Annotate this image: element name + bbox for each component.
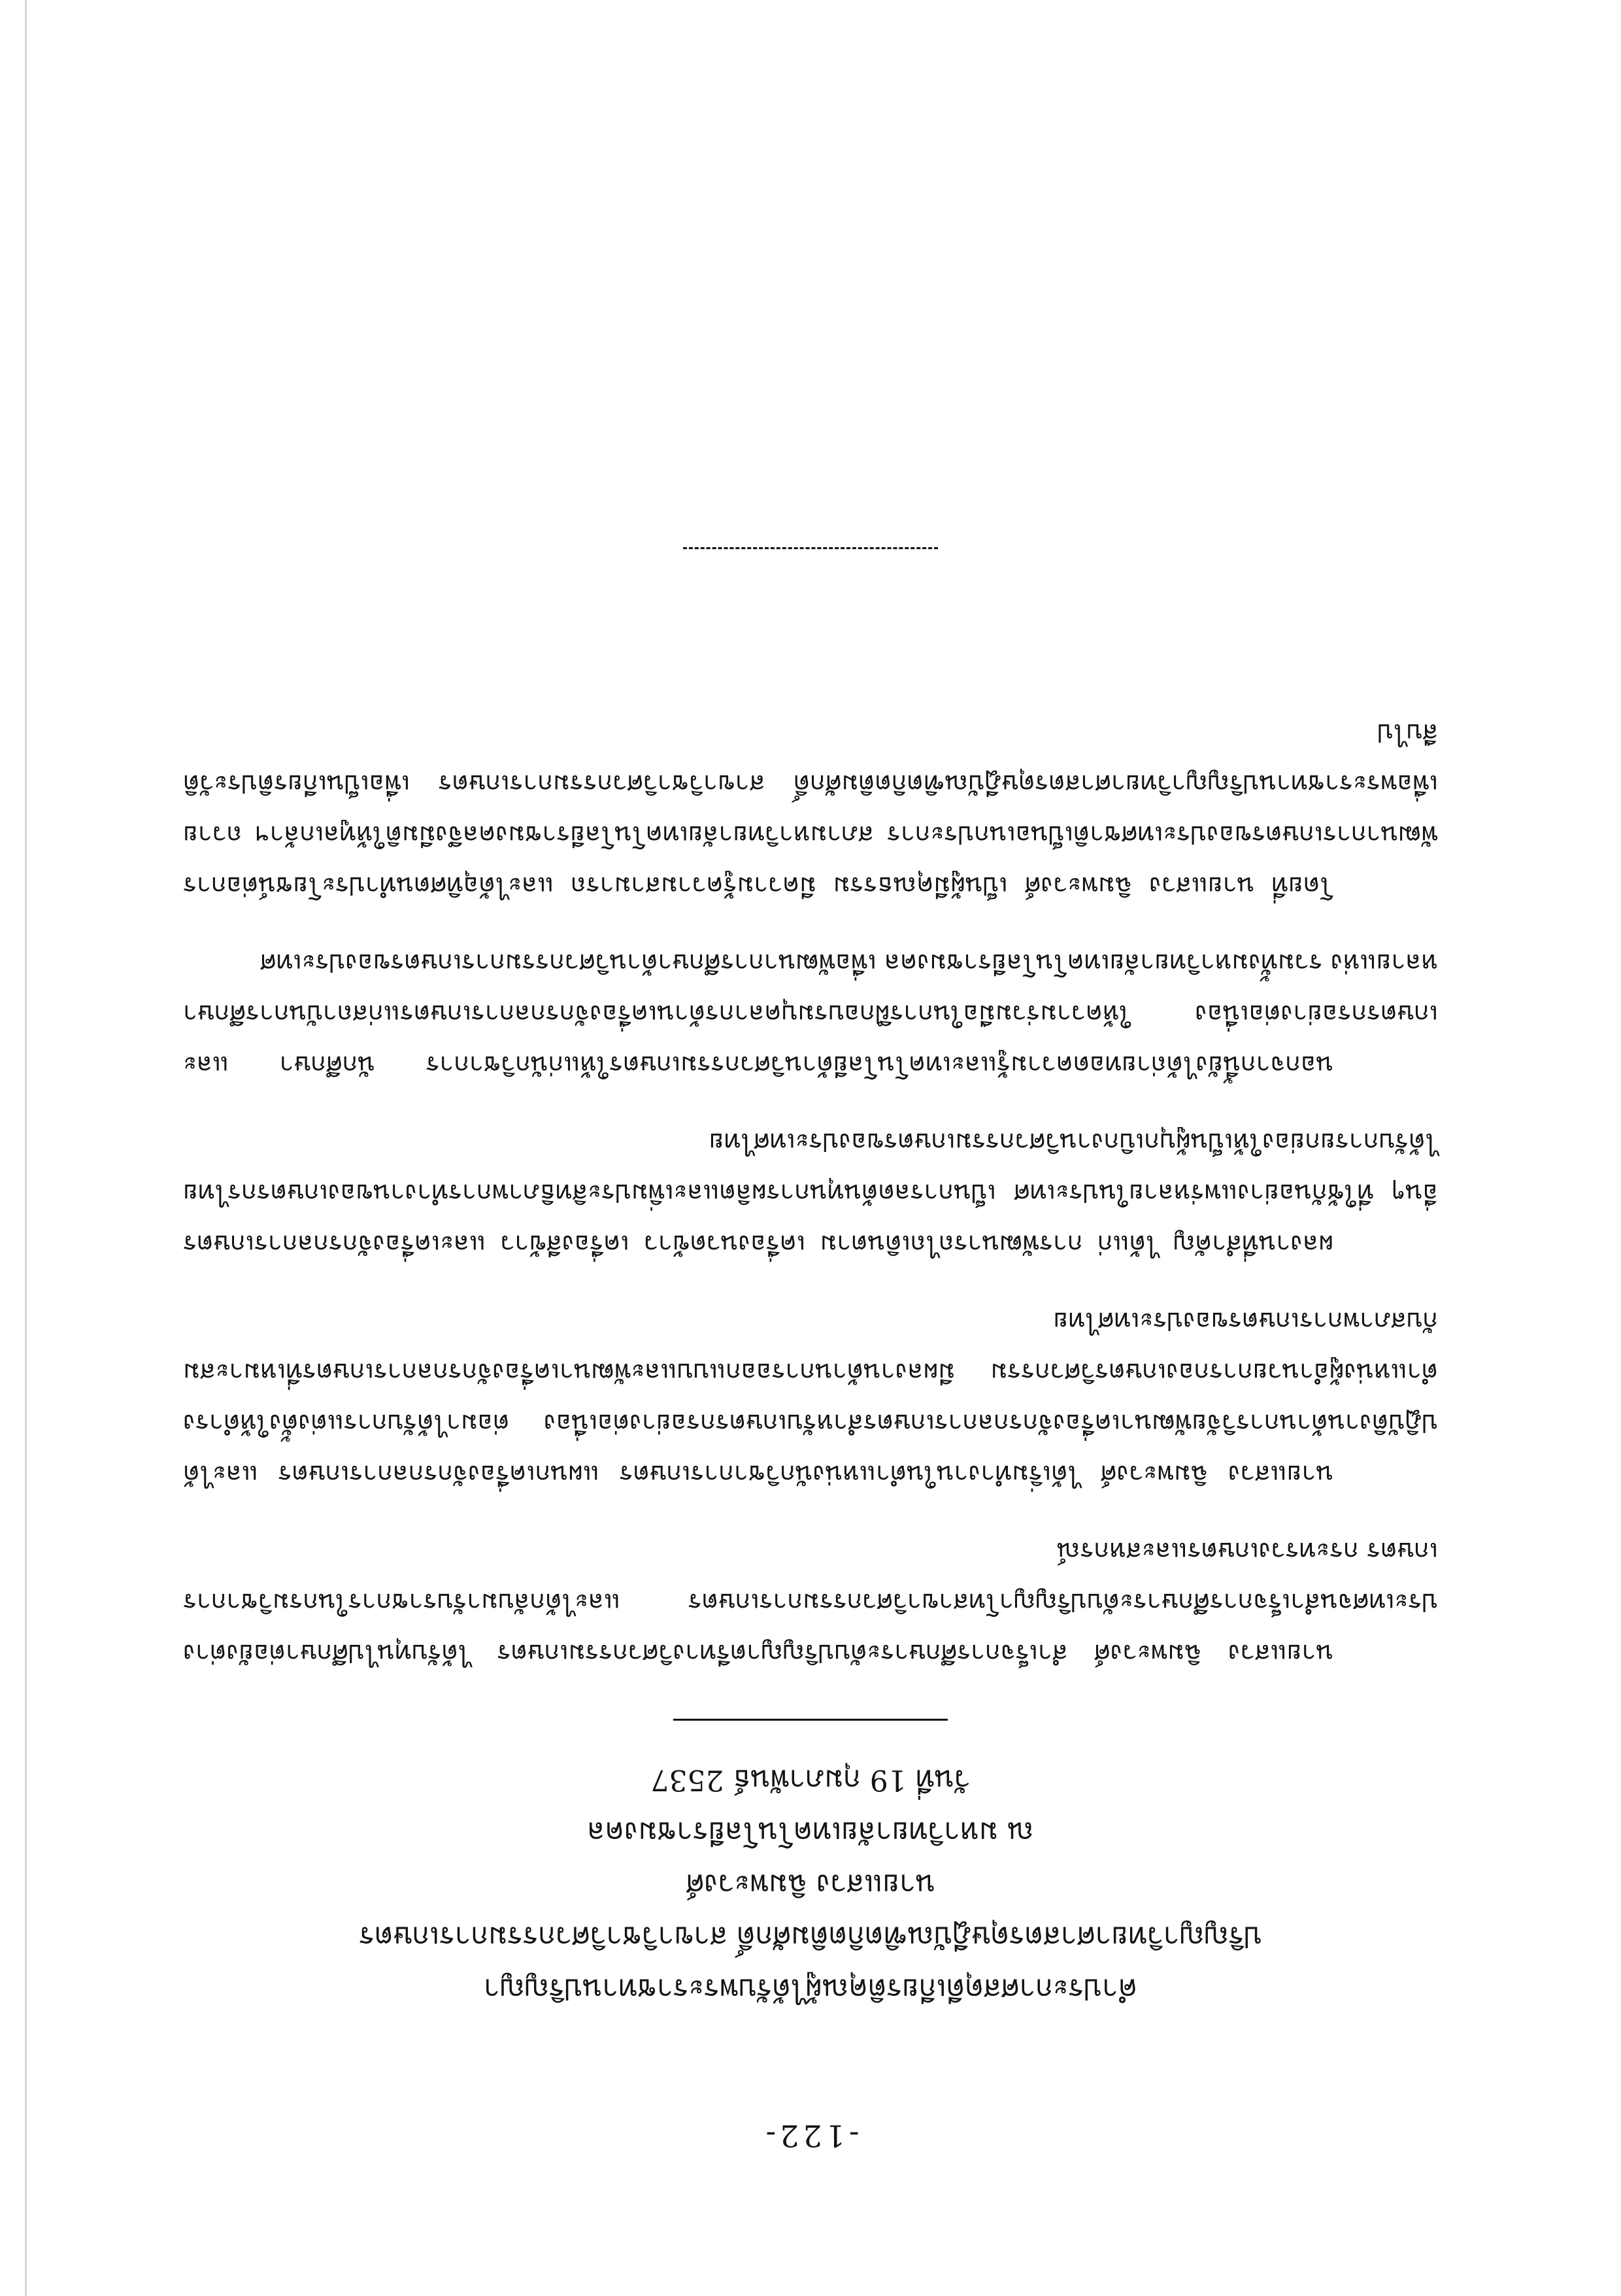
body-paragraph: นายแสวง ฉิมพะวงศ์ สำเร็จการศึกษาระดับปริญญาตรีทางวิศวกรรมเกษตร ได้รับทุนไปศึกษาต่อยังต่างประเทศจนสำเร็จการศึกษาระดับปริญญาโทสาขาวิศวกรรมการเกษตร และได้กลับมารับราชการในกรมวิชาการเกษตร กระทรวงเกษตรและสหกรณ์ — [183, 1536, 1438, 1668]
closing-divider — [683, 547, 938, 549]
body-paragraph: โดยที่ นายแสวง ฉิมพะวงศ์ เป็นผู้มีคุณธรรม มีความรู้ความสามารถ และได้อุทิศตนทำประโยชน์ต่อการพัฒนาการเกษตรของประเทศชาติเป็นอเนกประการ สภามหาวิทยาลัยเทคโนโลยีราชมงคลจึงมีมติให้ทูลเกล้าฯ ถวายเพื่อพระราชทานปริญญาวิทยาศาสตรดุษฎีบัณฑิตกิตติมศักดิ์ สาขาวิชาวิศวกรรมการเกษตร เพื่อเป็นเกียรติประวัติสืบไป — [183, 718, 1438, 900]
header-date: วันที่ 19 กุมภาพันธ์ 2537 — [650, 1763, 971, 1797]
body-paragraph: นอกจากนี้ยังได้ถ่ายทอดความรู้และเทคโนโลยีด้านวิศวกรรมเกษตรให้แก่นักวิชาการ นักศึกษา และเกษตรกรอย่างต่อเนื่อง ให้ความร่วมมือในการฝึกอบรมบุคลากรด้านเครื่องจักรกลการเกษตรแก่สถาบันการศึกษาหลายแห่ง รวมทั้งมหาวิทยาลัยเทคโนโลยีราชมงคล เพื่อพัฒนาการศึกษาด้านวิศวกรรมการเกษตรของประเทศ — [183, 948, 1438, 1079]
document-header — [170, 1753, 1451, 2015]
scan-edge-line — [25, 0, 27, 2296]
body-paragraph: นายแสวง ฉิมพะวงศ์ ได้เริ่มทำงานในตำแหน่งนักวิชาการเกษตร แผนกเครื่องจักรกลการเกษตร และได้ปฏิบัติงานด้านการวิจัยพัฒนาเครื่องจักรกลการเกษตรสำหรับเกษตรกรอย่างต่อเนื่อง ต่อมาได้รับการแต่งตั้งให้ดำรงตำแหน่งผู้อำนวยการกองเกษตรวิศวกรรม มีผลงานด้านการออกแบบและพัฒนาเครื่องจักรกลการเกษตรที่เหมาะสมกับสภาพการเกษตรของประเทศไทย — [183, 1306, 1438, 1489]
citation-body — [183, 707, 1438, 1678]
header-divider — [673, 1719, 948, 1721]
header-title: คำประกาศสดุดีเกียรติคุณผู้ได้รับพระราชทานปริญญา — [483, 1972, 1138, 2006]
header-institution: ณ มหาวิทยาลัยเทคโนโลยีราชมงคล — [587, 1815, 1034, 1849]
header-recipient-name: นายแสวง ฉิมพะวงศ์ — [686, 1868, 935, 1901]
page-number: -122- — [761, 2118, 860, 2153]
header-degree: ปริญญาวิทยาศาสตรดุษฎีบัณฑิตกิตติมศักดิ์ สาขาวิชาวิศวกรรมการเกษตร — [359, 1920, 1262, 1953]
body-paragraph: ผลงานที่สำคัญ ได้แก่ การพัฒนารถไถเดินตาม เครื่องนวดข้าว เครื่องสีข้าว และเครื่องจักรกลการเกษตรอื่นๆ ที่ใช้กันอย่างแพร่หลายในประเทศ เป็นการลดต้นทุนการผลิตและเพิ่มประสิทธิภาพการทำงานของเกษตรกรไทย ได้รับการยกย่องให้เป็นผู้บุกเบิกงานวิศวกรรมเกษตรของประเทศไทย — [183, 1127, 1438, 1258]
